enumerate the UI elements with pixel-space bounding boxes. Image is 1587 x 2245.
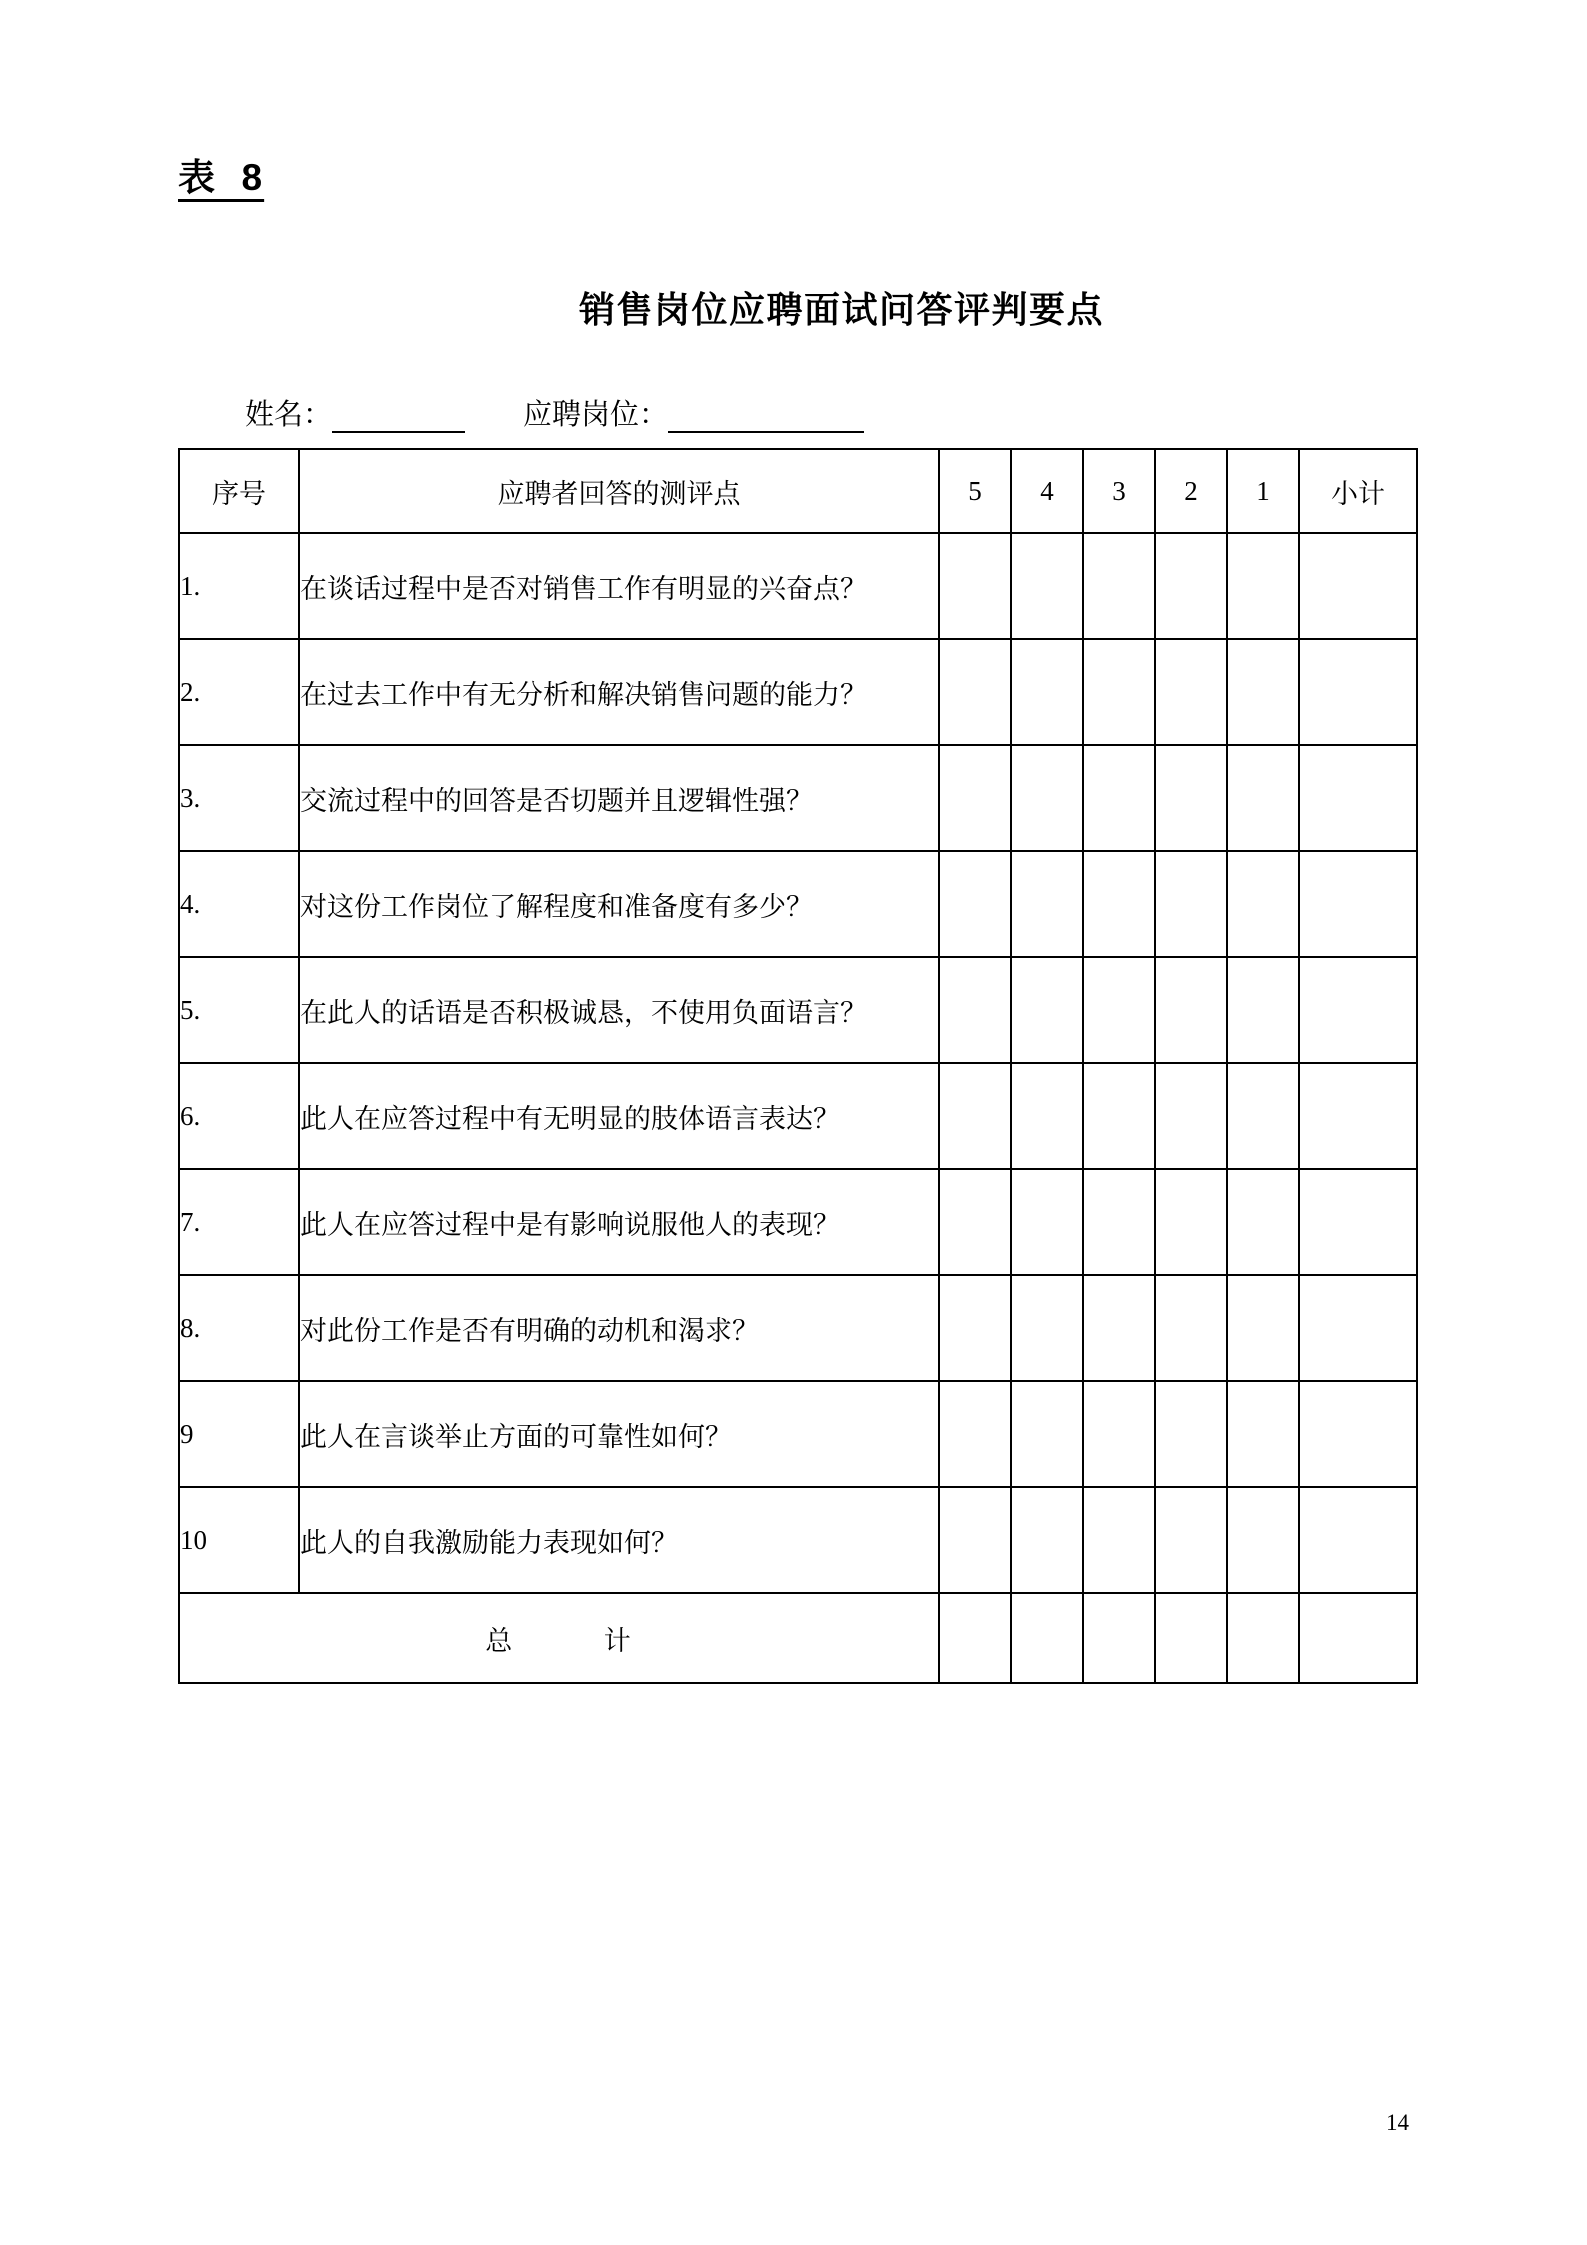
score-cell-1[interactable] [1227,851,1299,957]
score-cell-2[interactable] [1155,745,1227,851]
table-row [179,533,1417,639]
subtotal-cell[interactable] [1299,745,1417,851]
row-question-text: 此人在应答过程中是有影响说服他人的表现？ [299,1169,939,1275]
total-score-cell-5[interactable] [939,1593,1011,1683]
score-cell-2[interactable] [1155,1487,1227,1593]
row-serial-number: 2. [179,639,299,745]
score-cell-1[interactable] [1227,1381,1299,1487]
score-cell-2[interactable] [1155,533,1227,639]
score-cell-2[interactable] [1155,1275,1227,1381]
total-label-cell [179,1593,939,1683]
row-serial-number: 4. [179,851,299,957]
score-cell-1[interactable] [1227,533,1299,639]
subtotal-cell[interactable] [1299,851,1417,957]
score-cell-4[interactable] [1011,639,1083,745]
header-score-3: 3 [1083,449,1155,533]
score-cell-4[interactable] [1011,745,1083,851]
row-serial-number: 5. [179,957,299,1063]
total-score-cell-4[interactable] [1011,1593,1083,1683]
score-cell-4[interactable] [1011,1381,1083,1487]
subtotal-cell[interactable] [1299,1063,1417,1169]
row-question-text: 此人在应答过程中有无明显的肢体语言表达？ [299,1063,939,1169]
score-cell-2[interactable] [1155,639,1227,745]
table-header-row [179,449,1417,533]
score-cell-4[interactable] [1011,1169,1083,1275]
score-cell-3[interactable] [1083,533,1155,639]
table-total-row [179,1593,1417,1683]
total-score-cell-3[interactable] [1083,1593,1155,1683]
score-cell-1[interactable] [1227,1275,1299,1381]
applicant-meta-row [245,392,864,433]
total-label-second: 计 [603,1625,633,1656]
subtotal-cell[interactable] [1299,1381,1417,1487]
score-cell-5[interactable] [939,533,1011,639]
row-question-text: 此人在言谈举止方面的可靠性如何？ [299,1381,939,1487]
header-score-2: 2 [1155,449,1227,533]
score-cell-3[interactable] [1083,1381,1155,1487]
header-score-5: 5 [939,449,1011,533]
page-number: 14 [1386,2110,1409,2135]
score-cell-1[interactable] [1227,745,1299,851]
row-question-text: 对此份工作是否有明确的动机和渴求？ [299,1275,939,1381]
score-cell-2[interactable] [1155,957,1227,1063]
table-row [179,1381,1417,1487]
table-row [179,1063,1417,1169]
score-cell-1[interactable] [1227,1169,1299,1275]
score-cell-5[interactable] [939,639,1011,745]
row-serial-number: 10 [179,1487,299,1593]
score-cell-5[interactable] [939,851,1011,957]
header-assessment-point: 应聘者回答的测评点 [299,449,939,533]
score-cell-3[interactable] [1083,745,1155,851]
evaluation-table [178,448,1418,1684]
score-cell-5[interactable] [939,1381,1011,1487]
table-row [179,1275,1417,1381]
score-cell-4[interactable] [1011,1275,1083,1381]
header-serial-number: 序号 [179,449,299,533]
row-serial-number: 6. [179,1063,299,1169]
header-score-1: 1 [1227,449,1299,533]
score-cell-3[interactable] [1083,851,1155,957]
score-cell-2[interactable] [1155,1063,1227,1169]
header-score-4: 4 [1011,449,1083,533]
subtotal-cell[interactable] [1299,533,1417,639]
score-cell-4[interactable] [1011,533,1083,639]
position-input-blank[interactable] [668,403,864,433]
score-cell-1[interactable] [1227,1487,1299,1593]
subtotal-cell[interactable] [1299,639,1417,745]
row-question-text: 在过去工作中有无分析和解决销售问题的能力？ [299,639,939,745]
subtotal-cell[interactable] [1299,1169,1417,1275]
score-cell-5[interactable] [939,1169,1011,1275]
page-title: 销售岗位应聘面试问答评判要点 [578,289,1104,330]
name-label: 姓名： [245,399,333,431]
row-serial-number: 7. [179,1169,299,1275]
position-label: 应聘岗位： [523,399,669,431]
total-label-first: 总 [485,1625,515,1656]
table-row [179,745,1417,851]
score-cell-1[interactable] [1227,957,1299,1063]
score-cell-2[interactable] [1155,1169,1227,1275]
score-cell-2[interactable] [1155,1381,1227,1487]
score-cell-3[interactable] [1083,1169,1155,1275]
score-cell-3[interactable] [1083,639,1155,745]
total-subtotal-cell[interactable] [1299,1593,1417,1683]
score-cell-5[interactable] [939,957,1011,1063]
row-serial-number: 8. [179,1275,299,1381]
score-cell-3[interactable] [1083,957,1155,1063]
score-cell-3[interactable] [1083,1487,1155,1593]
row-serial-number: 3. [179,745,299,851]
table-row [179,639,1417,745]
score-cell-2[interactable] [1155,851,1227,957]
score-cell-5[interactable] [939,1487,1011,1593]
score-cell-1[interactable] [1227,639,1299,745]
total-score-cell-1[interactable] [1227,1593,1299,1683]
subtotal-cell[interactable] [1299,1487,1417,1593]
table-label: 表 8 [178,157,265,198]
score-cell-4[interactable] [1011,851,1083,957]
row-question-text: 在此人的话语是否积极诚恳，不使用负面语言？ [299,957,939,1063]
row-question-text: 在谈话过程中是否对销售工作有明显的兴奋点？ [299,533,939,639]
row-question-text: 此人的自我激励能力表现如何？ [299,1487,939,1593]
row-serial-number: 1. [179,533,299,639]
score-cell-5[interactable] [939,1275,1011,1381]
table-row [179,1487,1417,1593]
score-cell-4[interactable] [1011,1487,1083,1593]
name-input-blank[interactable] [332,403,465,433]
table-row [179,1169,1417,1275]
row-serial-number: 9 [179,1381,299,1487]
subtotal-cell[interactable] [1299,1275,1417,1381]
score-cell-3[interactable] [1083,1063,1155,1169]
table-row [179,851,1417,957]
table-row [179,957,1417,1063]
total-score-cell-2[interactable] [1155,1593,1227,1683]
subtotal-cell[interactable] [1299,957,1417,1063]
score-cell-5[interactable] [939,745,1011,851]
score-cell-3[interactable] [1083,1275,1155,1381]
score-cell-4[interactable] [1011,957,1083,1063]
score-cell-4[interactable] [1011,1063,1083,1169]
row-question-text: 对这份工作岗位了解程度和准备度有多少？ [299,851,939,957]
score-cell-1[interactable] [1227,1063,1299,1169]
header-subtotal: 小计 [1299,449,1417,533]
row-question-text: 交流过程中的回答是否切题并且逻辑性强？ [299,745,939,851]
score-cell-5[interactable] [939,1063,1011,1169]
